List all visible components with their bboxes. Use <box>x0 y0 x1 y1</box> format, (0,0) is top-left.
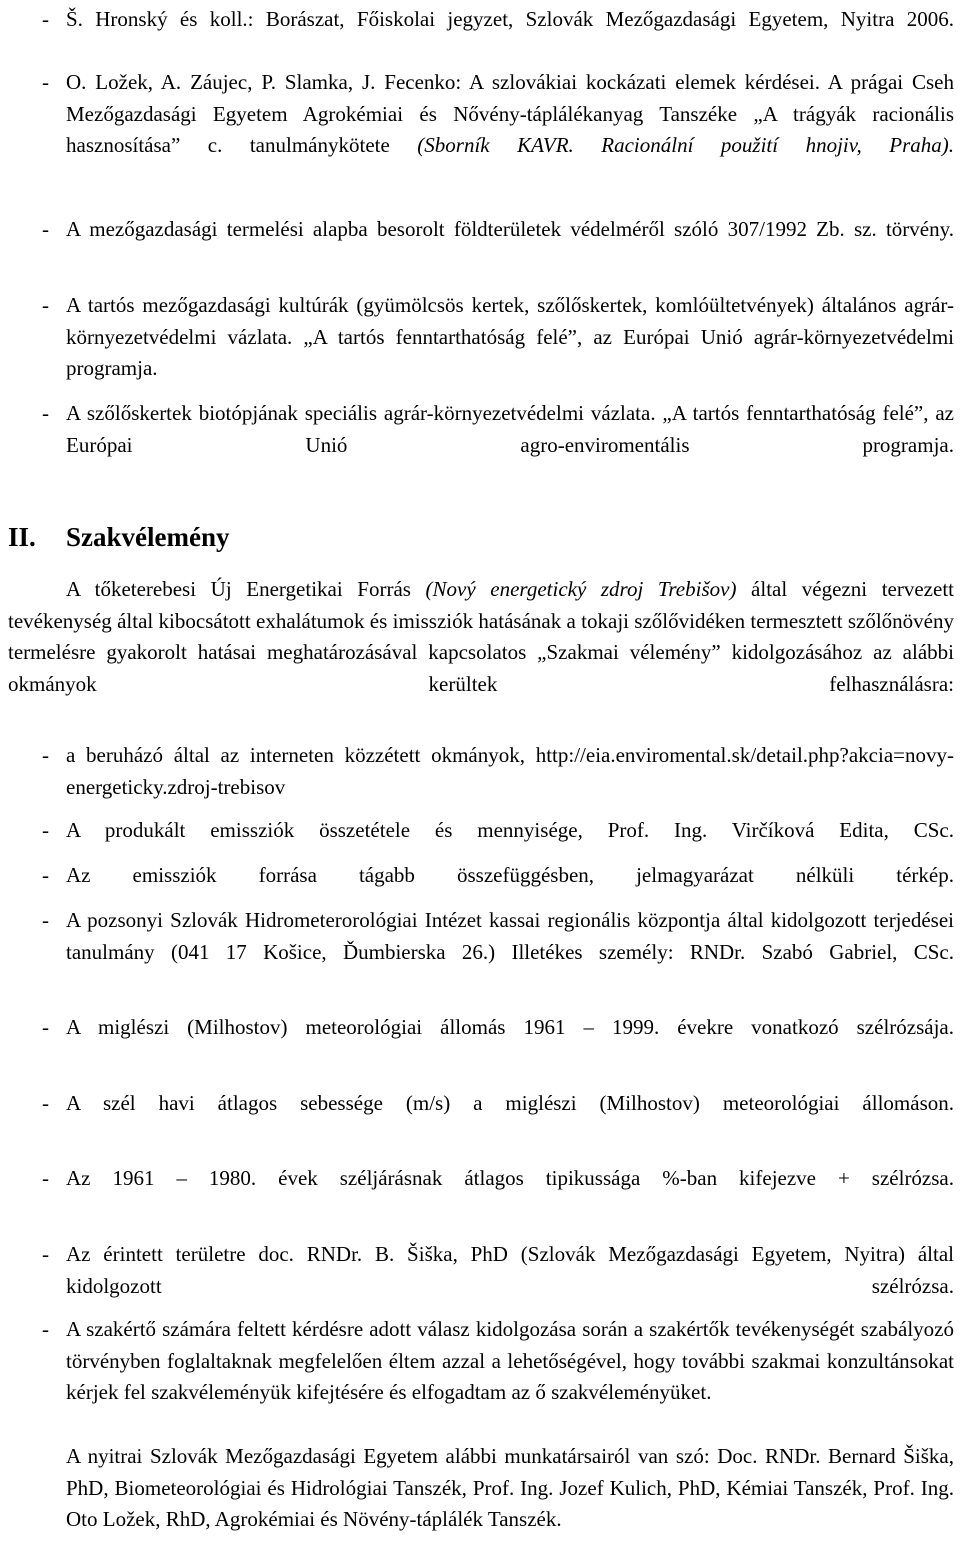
document-text: A szél havi átlagos sebessége (m/s) a miglészi (Milhostov) meteorológiai állomáson. <box>66 1091 954 1115</box>
reference-text: O. Ložek, A. Záujec, P. Slamka, J. Fecenko: A szlovákiai kockázati elemek kérdései. A prágai Cseh Mezőgazdasági Egyetem Agrokémiai és Nővény-táplálékanyag Tanszéke „A trágyák racionális hasznosítása” c. tanulmánykötete <box>66 70 954 157</box>
intro-text-rest: által végezni tervezett tevékenység által kibocsátott exhalátumok és imissziók hatásának a tokaji szőlővidéken termesztett szőlőnövény termelésre gyakorolt hatásai meghatározásával kapcsolatos „Szakmai vélemény” kidolgozásához az alábbi okmányok kerültek felhasználásra: <box>8 577 954 696</box>
reference-italic-text: (Sborník KAVR. Racionální použití hnojiv, Praha). <box>417 133 954 157</box>
list-dash: - <box>42 70 49 94</box>
document-item <box>8 905 954 1000</box>
list-dash: - <box>42 1015 49 1039</box>
document-text: A pozsonyi Szlovák Hidrometerorológiai Intézet kassai regionális központja által kidolgozott terjedései tanulmány (041 17 Košice, Ďumbierska 26.) Illetékes személy: RNDr. Szabó Gabriel, CSc. <box>66 908 954 964</box>
document-item <box>8 1314 954 1409</box>
section-number: II. <box>8 522 36 552</box>
document-item <box>8 1012 954 1075</box>
closing-paragraph <box>8 1441 954 1536</box>
intro-text: A tőketerebesi Új Energetikai Forrás <box>66 577 426 601</box>
reference-text: A tartós mezőgazdasági kultúrák (gyümölcsös kertek, szőlőskertek, komlóültetvények) általános agrár-környezetvédelmi vázlata. „A tartós fenntarthatóság felé”, az Európai Unió agrár-környezetvédelmi programja. <box>66 293 954 380</box>
list-dash: - <box>42 818 49 842</box>
document-text: Az emissziók forrása tágabb összefüggésben, jelmagyarázat nélküli térkép. <box>66 863 954 887</box>
document-text: Az 1961 – 1980. évek széljárásnak átlagos tipikussága %-ban kifejezve + szélrózsa. <box>66 1166 954 1190</box>
document-item <box>8 1163 954 1226</box>
document-text: a beruházó által az interneten közzétett okmányok, http://eia.enviromental.sk/detail.php?akcia=novy-energeticky.zdroj-trebisov <box>66 743 954 799</box>
reference-item <box>8 398 954 493</box>
list-dash: - <box>42 1317 49 1341</box>
reference-item <box>8 214 954 277</box>
section-heading <box>8 522 229 553</box>
reference-text: A szőlőskertek biotópjának speciális agrár-környezetvédelmi vázlata. „A tartós fenntarthatóság felé”, az Európai Unió agro-enviromentális programja. <box>66 401 954 457</box>
list-dash: - <box>42 1166 49 1190</box>
document-text: Az érintett területre doc. RNDr. B. Šiška, PhD (Szlovák Mezőgazdasági Egyetem, Nyitra) által kidolgozott szélrózsa. <box>66 1242 954 1298</box>
list-dash: - <box>42 293 49 317</box>
list-dash: - <box>42 908 49 932</box>
intro-paragraph <box>8 574 954 732</box>
list-dash: - <box>42 7 49 31</box>
closing-text: A nyitrai Szlovák Mezőgazdasági Egyetem alábbi munkatársairól van szó: Doc. RNDr. Bernard Šiška, PhD, Biometeorológiai és Hidrológiai Tanszék, Prof. Ing. Jozef Kulich, PhD, Kémiai Tanszék, Prof. Ing. Oto Ložek, RhD, Agrokémiai és Növény-táplálék Tanszék. <box>66 1444 954 1531</box>
document-text: A miglészi (Milhostov) meteorológiai állomás 1961 – 1999. évekre vonatkozó szélrózsája. <box>66 1015 954 1039</box>
document-text: A szakértő számára feltett kérdésre adott válasz kidolgozása során a szakértők tevékenységét szabályozó törvényben foglaltaknak megfelelően éltem azzal a lehetőségével, hogy további szakmai konzultánsokat kérjek fel szakvéleményük kifejtésére és elfogadtam az ő szakvéleményüket. <box>66 1317 954 1404</box>
document-text: A produkált emissziók összetétele és mennyisége, Prof. Ing. Virčíková Edita, CSc. <box>66 818 954 842</box>
section-title: Szakvélemény <box>66 522 230 552</box>
document-item <box>8 1088 954 1151</box>
reference-item <box>8 4 954 67</box>
reference-item <box>8 67 954 193</box>
list-dash: - <box>42 1242 49 1266</box>
list-dash: - <box>42 401 49 425</box>
reference-text: Š. Hronský és koll.: Borászat, Főiskolai jegyzet, Szlovák Mezőgazdasági Egyetem, Nyitra 2006. <box>66 7 954 31</box>
list-dash: - <box>42 217 49 241</box>
list-dash: - <box>42 863 49 887</box>
reference-text: A mezőgazdasági termelési alapba besorolt földterületek védelméről szóló 307/1992 Zb. sz. törvény. <box>66 217 954 241</box>
list-dash: - <box>42 743 49 767</box>
list-dash: - <box>42 1091 49 1115</box>
intro-italic-text: (Nový energetický zdroj Trebišov) <box>425 577 737 601</box>
